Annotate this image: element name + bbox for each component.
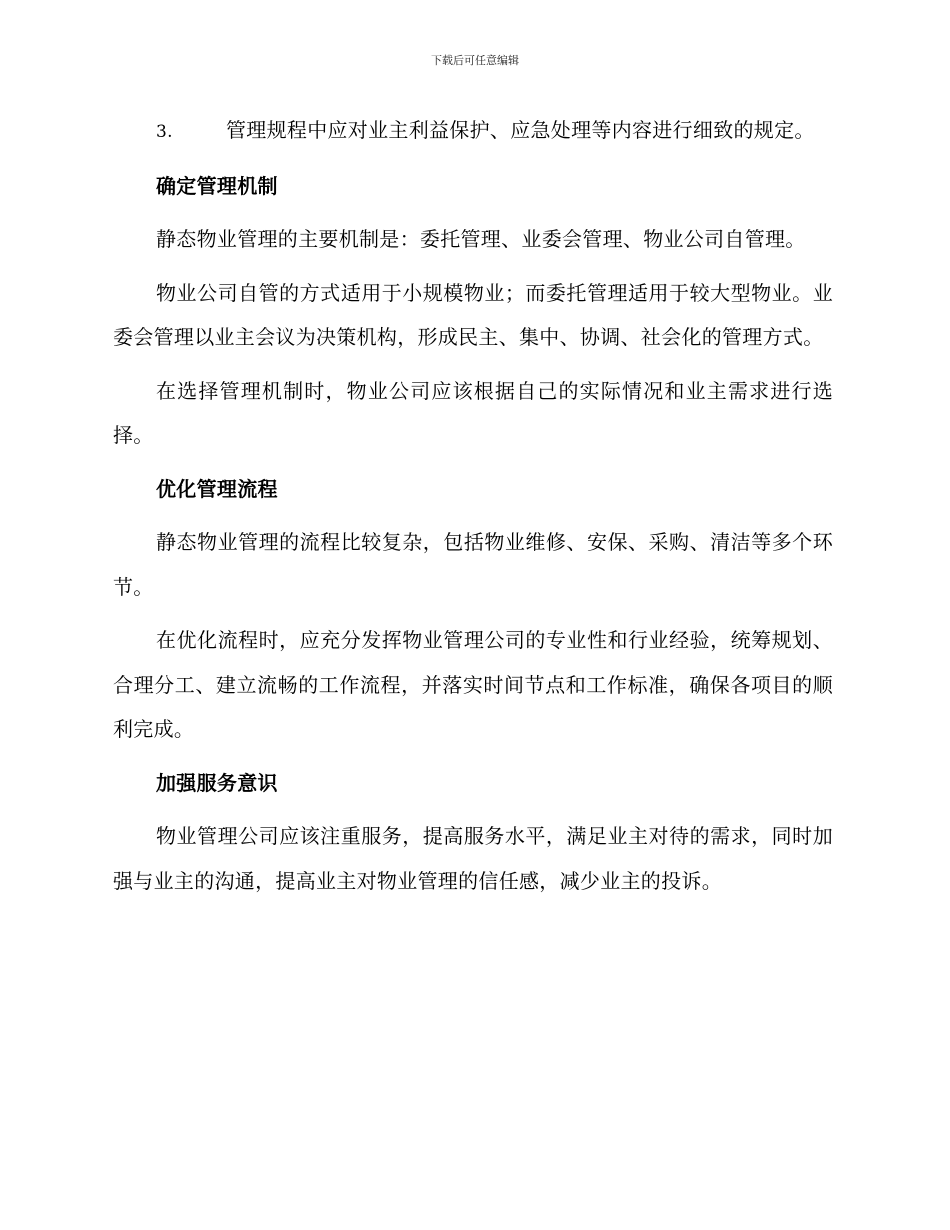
paragraph: 静态物业管理的流程比较复杂，包括物业维修、安保、采购、清洁等多个环节。 [113,530,833,599]
page-header: 下载后可任意编辑 [431,54,519,67]
paragraph: 静态物业管理的主要机制是：委托管理、业委会管理、物业公司自管理。 [156,227,806,251]
list-item-3 [113,108,833,155]
paragraph: 在优化流程时，应充分发挥物业管理公司的专业性和行业经验，统筹规划、合理分工、建立流畅的工作流程，并落实时间节点和工作标准，确保各项目的顺利完成。 [113,628,833,741]
section-heading-service-awareness: 加强服务意识 [156,770,278,795]
paragraph: 物业管理公司应该注重服务，提高服务水平，满足业主对待的需求，同时加强与业主的沟通，提高业主对物业管理的信任感，减少业主的投诉。 [113,824,833,893]
list-item-number: 3. [156,122,173,142]
paragraph: 在选择管理机制时，物业公司应该根据自己的实际情况和业主需求进行选择。 [113,378,833,447]
list-item-text: 管理规程中应对业主利益保护、应急处理等内容进行细致的规定。 [226,118,815,142]
section-heading-management-mechanism: 确定管理机制 [156,173,278,198]
paragraph: 物业公司自管的方式适用于小规模物业；而委托管理适用于较大型物业。业委会管理以业主会议为决策机构，形成民主、集中、协调、社会化的管理方式。 [113,280,833,349]
document-body [113,108,833,912]
section-heading-optimize-process: 优化管理流程 [156,476,278,501]
